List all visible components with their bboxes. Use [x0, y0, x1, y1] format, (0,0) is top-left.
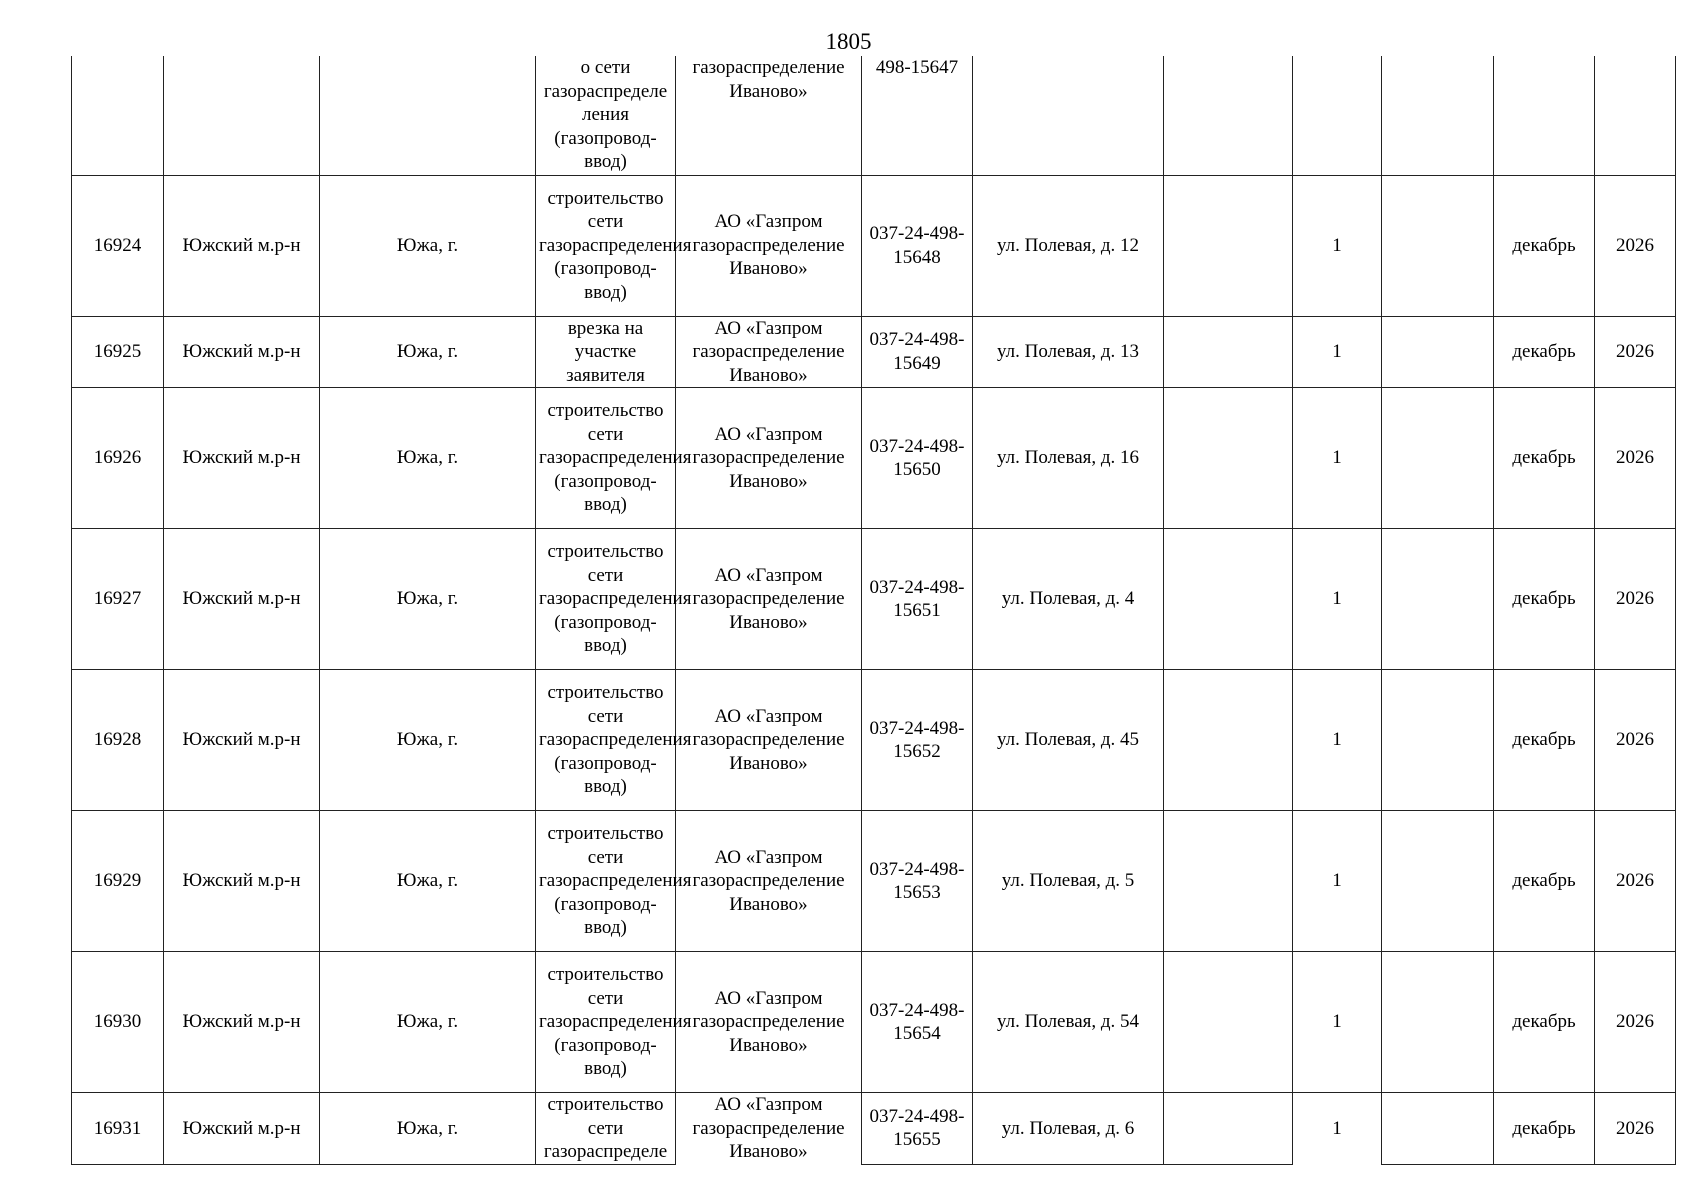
cell-address: ул. Полевая, д. 54 [973, 952, 1164, 1093]
cell-count: 1 [1293, 811, 1382, 952]
cell-work-type: о сети газораспределе ления (газопровод-ввод) [536, 56, 676, 175]
cell-district: Южский м.р-н [164, 316, 320, 388]
cell-month: декабрь [1494, 529, 1595, 670]
cell-month: декабрь [1494, 1093, 1595, 1165]
table-row-continuation [72, 56, 1676, 175]
cell-district: Южский м.р-н [164, 388, 320, 529]
page-number: 1805 [825, 29, 872, 54]
cell-work-type: строительство сети газораспределения (газопровод-ввод) [536, 388, 676, 529]
cell-organization: АО «Газпром газораспределение Иваново» [676, 529, 862, 670]
cell-year: 2026 [1595, 388, 1676, 529]
table-row [72, 388, 1676, 529]
cell-settlement: Южа, г. [320, 529, 536, 670]
cell-count: 1 [1293, 316, 1382, 388]
cell-organization: АО «Газпром газораспределение Иваново» [676, 175, 862, 316]
cell-count: 1 [1293, 529, 1382, 670]
cell-empty-a [1164, 529, 1293, 670]
cell-organization: АО «Газпром газораспределение Иваново» [676, 670, 862, 811]
cell-num: 16928 [72, 670, 164, 811]
cell-num: 16929 [72, 811, 164, 952]
cell-organization: АО «Газпром газораспределение Иваново» [676, 811, 862, 952]
table-row [72, 175, 1676, 316]
cell-empty-b [1382, 175, 1494, 316]
cell-num: 16930 [72, 952, 164, 1093]
cell-month: декабрь [1494, 670, 1595, 811]
cell-district [164, 56, 320, 175]
cell-district: Южский м.р-н [164, 670, 320, 811]
cell-tu-number: 037-24-498-15650 [862, 388, 973, 529]
table-row [72, 670, 1676, 811]
cell-tu-number: 037-24-498-15655 [862, 1093, 973, 1165]
cell-settlement: Южа, г. [320, 1093, 536, 1165]
cell-empty-a [1164, 811, 1293, 952]
cell-address: ул. Полевая, д. 5 [973, 811, 1164, 952]
table-row [72, 811, 1676, 952]
cell-work-type: строительство сети газораспределения (газопровод-ввод) [536, 811, 676, 952]
cell-organization: АО «Газпром газораспределение Иваново» [676, 1093, 862, 1165]
cell-empty-b [1382, 670, 1494, 811]
cell-settlement: Южа, г. [320, 952, 536, 1093]
cell-district: Южский м.р-н [164, 175, 320, 316]
cell-empty-b [1382, 56, 1494, 175]
cell-num: 16931 [72, 1093, 164, 1165]
cell-work-type: врезка на участке заявителя [536, 316, 676, 388]
cell-month: декабрь [1494, 388, 1595, 529]
cell-month: декабрь [1494, 175, 1595, 316]
cell-settlement: Южа, г. [320, 811, 536, 952]
cell-address: ул. Полевая, д. 45 [973, 670, 1164, 811]
cell-empty-a [1164, 952, 1293, 1093]
cell-year: 2026 [1595, 175, 1676, 316]
cell-address: ул. Полевая, д. 13 [973, 316, 1164, 388]
cell-organization: АО «Газпром газораспределение Иваново» [676, 316, 862, 388]
cell-num: 16926 [72, 388, 164, 529]
cell-count: 1 [1293, 388, 1382, 529]
cell-empty-b [1382, 952, 1494, 1093]
cell-work-type: строительство сети газораспределения (газопровод-ввод) [536, 175, 676, 316]
cell-year: 2026 [1595, 952, 1676, 1093]
cell-year: 2026 [1595, 670, 1676, 811]
cell-empty-b [1382, 316, 1494, 388]
cell-year: 2026 [1595, 316, 1676, 388]
cell-count: 1 [1293, 952, 1382, 1093]
cell-month: декабрь [1494, 952, 1595, 1093]
cell-count: 1 [1293, 670, 1382, 811]
cell-num: 16924 [72, 175, 164, 316]
table-row [72, 1093, 1676, 1165]
registry-body [72, 56, 1676, 1164]
cell-tu-number: 037-24-498-15649 [862, 316, 973, 388]
cell-tu-number: 037-24-498-15653 [862, 811, 973, 952]
cell-address: ул. Полевая, д. 4 [973, 529, 1164, 670]
cell-month: декабрь [1494, 811, 1595, 952]
table-row [72, 529, 1676, 670]
cell-district: Южский м.р-н [164, 811, 320, 952]
cell-empty-a [1164, 316, 1293, 388]
cell-address: ул. Полевая, д. 6 [973, 1093, 1164, 1165]
cell-work-type: строительство сети газораспределе [536, 1093, 676, 1165]
cell-organization: АО «Газпром газораспределение Иваново» [676, 952, 862, 1093]
cell-year: 2026 [1595, 1093, 1676, 1165]
cell-empty-a [1164, 388, 1293, 529]
cell-organization: АО «Газпром газораспределение Иваново» [676, 388, 862, 529]
cell-num: 16925 [72, 316, 164, 388]
cell-count [1293, 56, 1382, 175]
table-row [72, 952, 1676, 1093]
cell-address [973, 56, 1164, 175]
cell-month: декабрь [1494, 316, 1595, 388]
cell-settlement [320, 56, 536, 175]
cell-count: 1 [1293, 175, 1382, 316]
cell-settlement: Южа, г. [320, 175, 536, 316]
cell-count: 1 [1293, 1093, 1382, 1165]
cell-num [72, 56, 164, 175]
cell-district: Южский м.р-н [164, 1093, 320, 1165]
cell-address: ул. Полевая, д. 12 [973, 175, 1164, 316]
cell-empty-b [1382, 388, 1494, 529]
cell-tu-number: 037-24-498-15648 [862, 175, 973, 316]
cell-settlement: Южа, г. [320, 670, 536, 811]
cell-num: 16927 [72, 529, 164, 670]
cell-settlement: Южа, г. [320, 388, 536, 529]
cell-tu-number: 498-15647 [862, 56, 973, 175]
cell-tu-number: 037-24-498-15651 [862, 529, 973, 670]
cell-organization: газораспределение Иваново» [676, 56, 862, 175]
cell-empty-a [1164, 670, 1293, 811]
cell-tu-number: 037-24-498-15654 [862, 952, 973, 1093]
cell-district: Южский м.р-н [164, 952, 320, 1093]
cell-empty-a [1164, 56, 1293, 175]
cell-work-type: строительство сети газораспределения (газопровод-ввод) [536, 670, 676, 811]
cell-address: ул. Полевая, д. 16 [973, 388, 1164, 529]
cell-district: Южский м.р-н [164, 529, 320, 670]
cell-empty-b [1382, 1093, 1494, 1165]
cell-tu-number: 037-24-498-15652 [862, 670, 973, 811]
cell-empty-b [1382, 811, 1494, 952]
cell-settlement: Южа, г. [320, 316, 536, 388]
cell-empty-b [1382, 529, 1494, 670]
cell-year: 2026 [1595, 811, 1676, 952]
table-row [72, 316, 1676, 388]
cell-empty-a [1164, 175, 1293, 316]
cell-empty-a [1164, 1093, 1293, 1165]
cell-work-type: строительство сети газораспределения (газопровод-ввод) [536, 529, 676, 670]
registry-table [71, 56, 1676, 1165]
cell-year [1595, 56, 1676, 175]
cell-month [1494, 56, 1595, 175]
cell-year: 2026 [1595, 529, 1676, 670]
cell-work-type: строительство сети газораспределения (газопровод-ввод) [536, 952, 676, 1093]
